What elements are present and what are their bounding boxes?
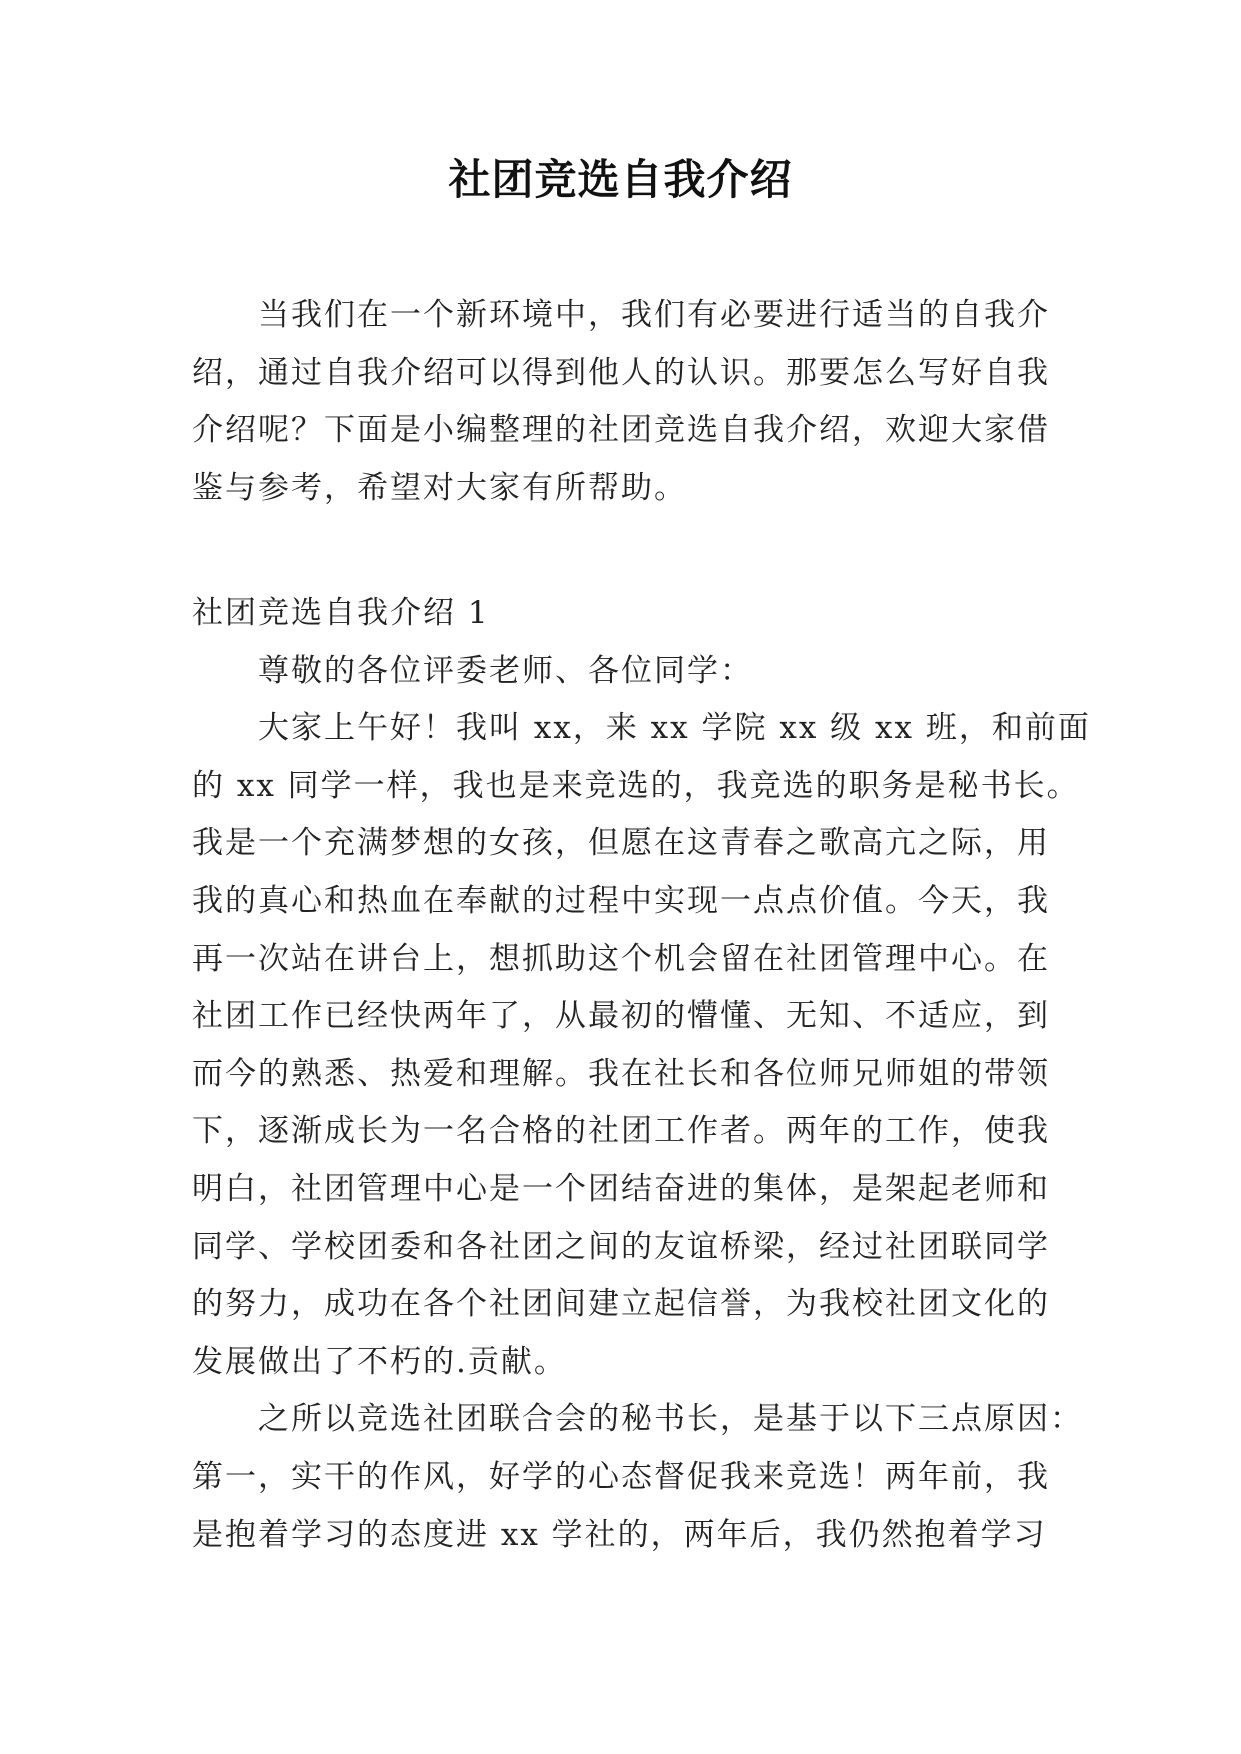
- page-title: 社团竞选自我介绍: [448, 155, 793, 204]
- paragraph-line: 再一次站在讲台上，想抓助这个机会留在社团管理中心。在: [192, 940, 1050, 977]
- paragraph-line: 的 xx 同学一样，我也是来竞选的，我竞选的职务是秘书长。: [192, 767, 1080, 804]
- paragraph-line: 社团工作已经快两年了，从最初的懵懂、无知、不适应，到: [192, 998, 1050, 1035]
- paragraph-line: 明白，社团管理中心是一个团结奋进的集体，是架起老师和: [192, 1170, 1050, 1207]
- intro-paragraph: [192, 287, 1052, 517]
- paragraph-line: 之所以竞选社团联合会的秘书长，是基于以下三点原因：: [258, 1401, 1083, 1438]
- paragraph-line: 第一，实干的作风，好学的心态督促我来竞选！两年前，我: [192, 1458, 1050, 1495]
- intro-line: 当我们在一个新环境中，我们有必要进行适当的自我介: [258, 297, 1050, 333]
- paragraph-line: 我是一个充满梦想的女孩，但愿在这青春之歌高亢之际，用: [192, 825, 1050, 862]
- paragraph-line: 是抱着学习的态度进 xx 学社的，两年后，我仍然抱着学习: [192, 1516, 1047, 1553]
- paragraph-line: 发展做出了不朽的.贡献。: [192, 1343, 567, 1380]
- paragraph-line: 而今的熟悉、热爱和理解。我在社长和各位师兄师姐的带领: [192, 1055, 1050, 1092]
- intro-line: 介绍呢？下面是小编整理的社团竞选自我介绍，欢迎大家借: [192, 412, 1050, 449]
- paragraph-line: 大家上午好！我叫 xx，来 xx 学院 xx 级 xx 班，和前面: [258, 710, 1091, 747]
- intro-line: 绍，通过自我介绍可以得到他人的认识。那要怎么写好自我: [192, 354, 1050, 391]
- section-1: [192, 585, 1091, 1564]
- intro-line: 鉴与参考，希望对大家有所帮助。: [192, 469, 687, 506]
- paragraph-line: 我的真心和热血在奉献的过程中实现一点点价值。今天，我: [192, 882, 1050, 919]
- paragraph-line: 的努力，成功在各个社团间建立起信誉，为我校社团文化的: [192, 1286, 1050, 1323]
- section-heading: 社团竞选自我介绍 1: [192, 595, 490, 631]
- paragraph-line: 同学、学校团委和各社团之间的友谊桥梁，经过社团联同学: [192, 1228, 1050, 1265]
- salutation: 尊敬的各位评委老师、各位同学：: [258, 652, 753, 689]
- paragraph-line: 下，逐渐成长为一名合格的社团工作者。两年的工作，使我: [192, 1113, 1050, 1150]
